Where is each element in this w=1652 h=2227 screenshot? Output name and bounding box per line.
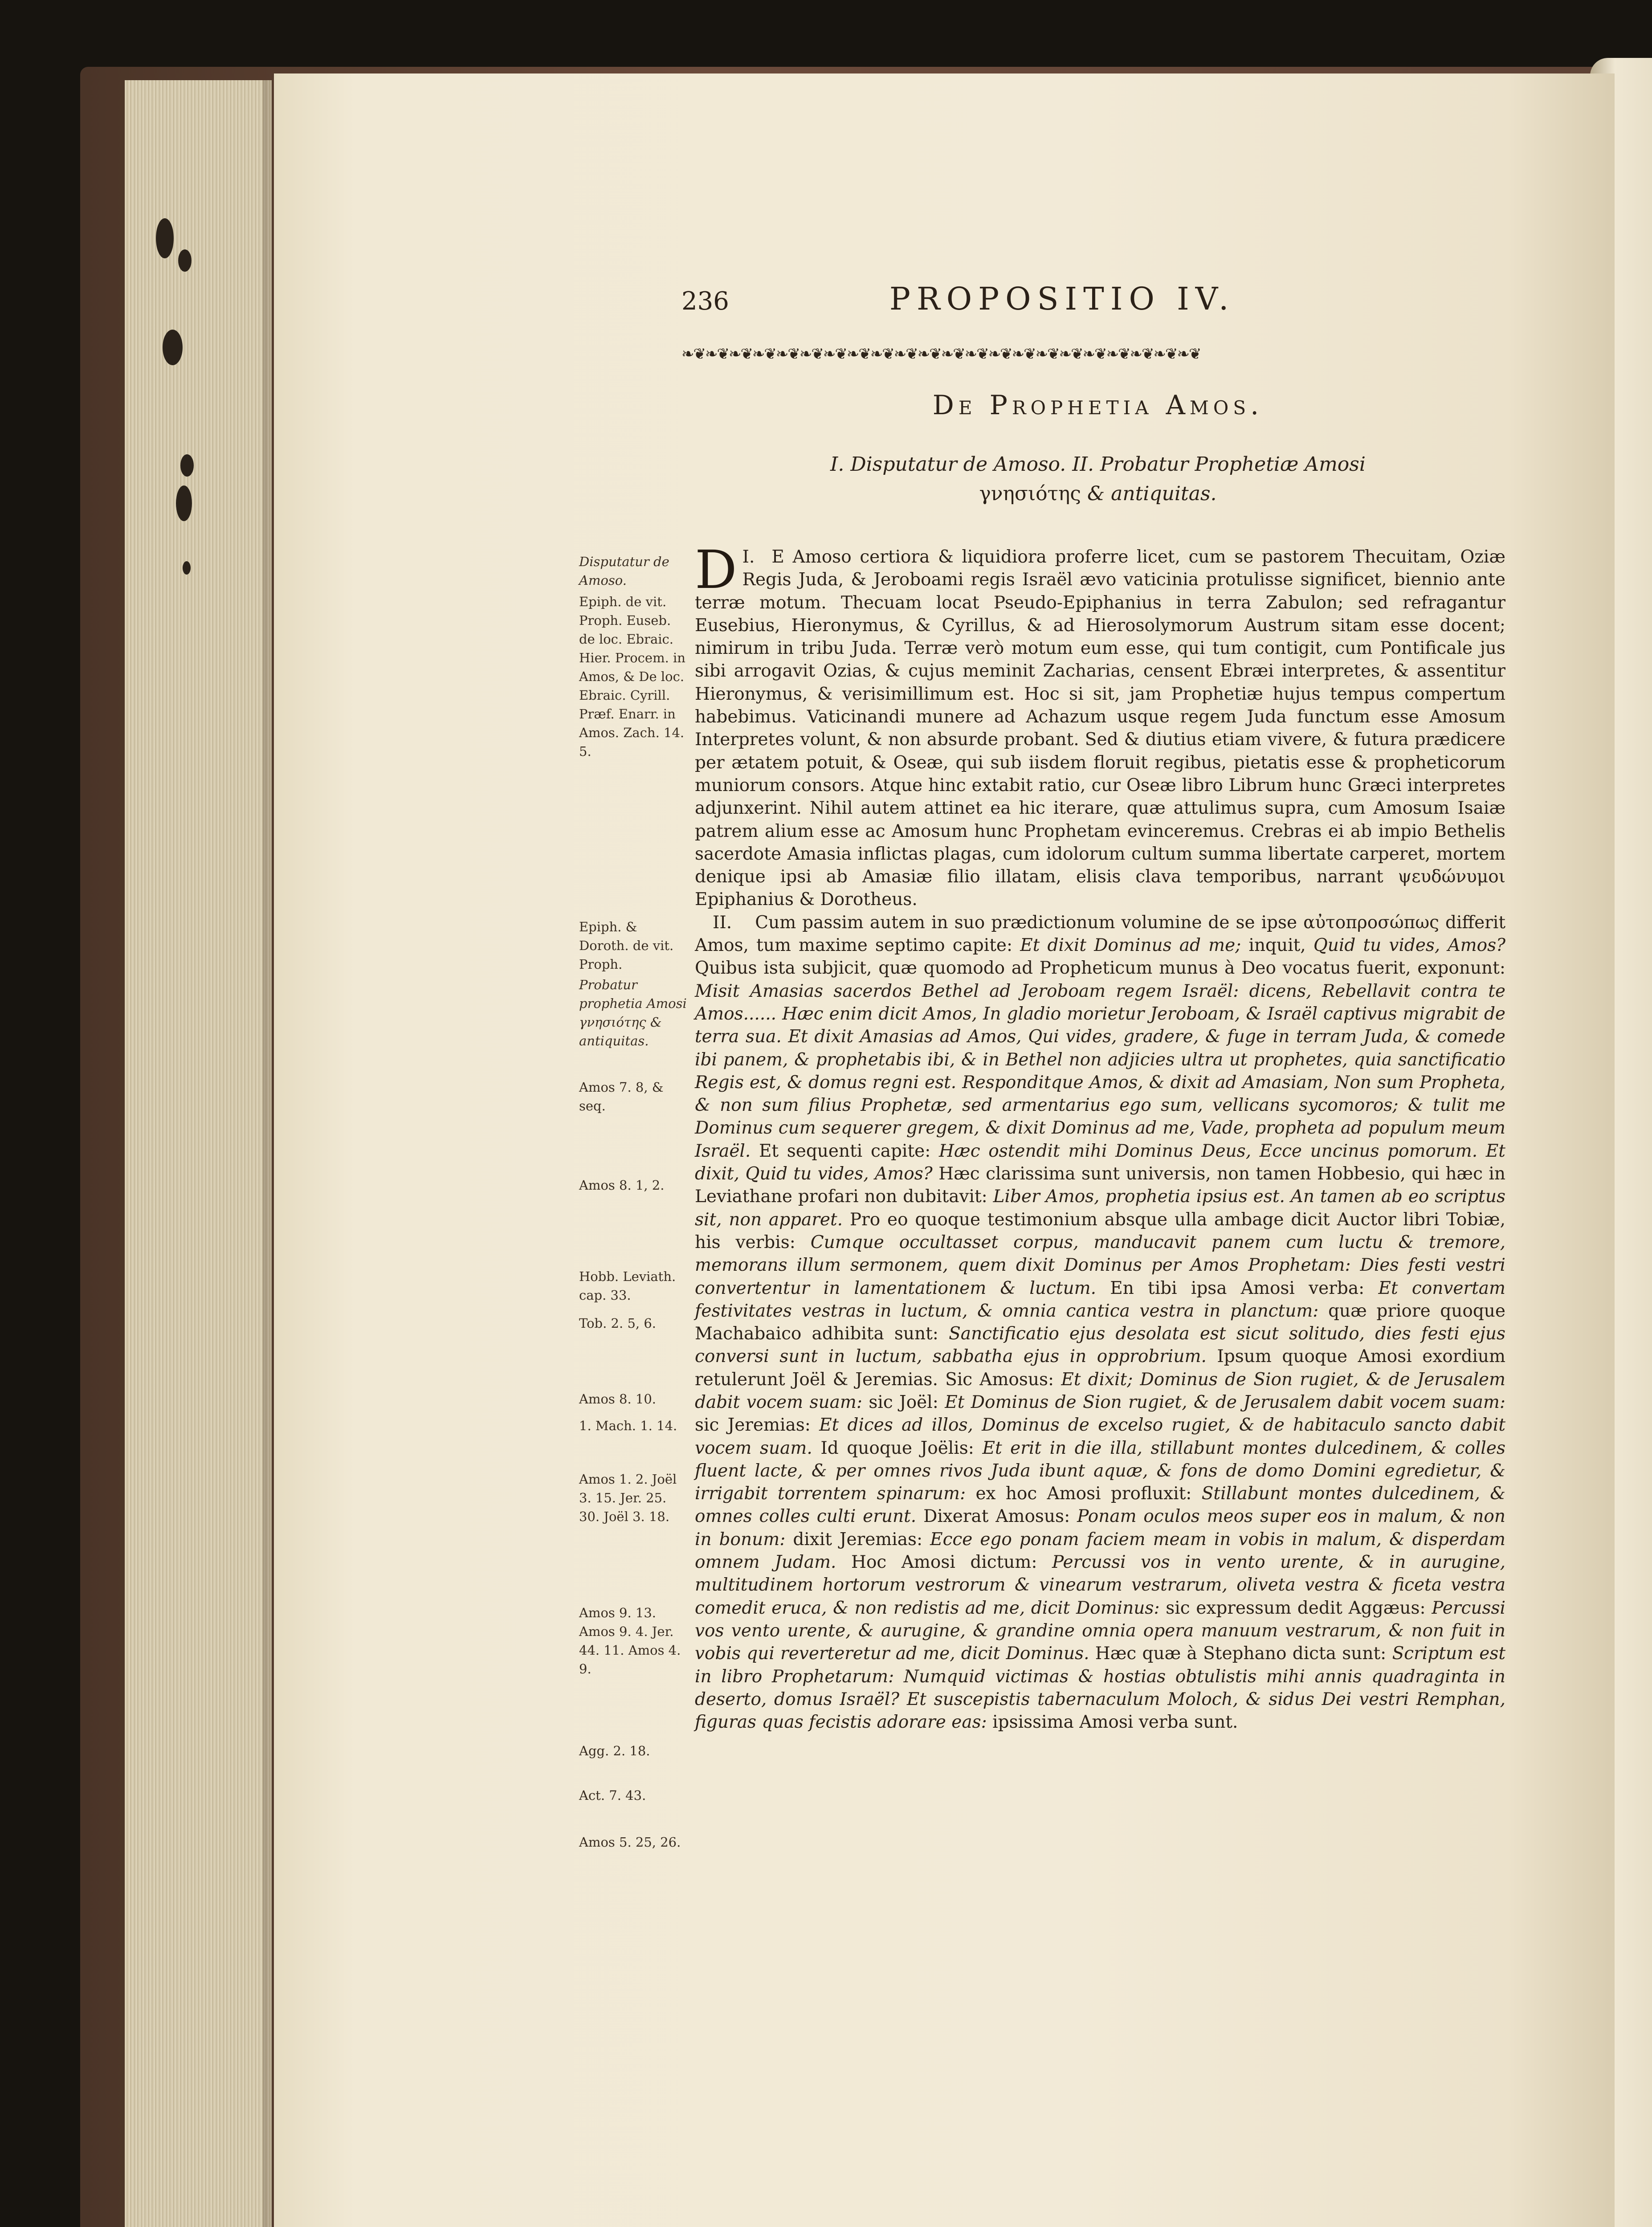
paragraph-2 (695, 911, 1505, 1734)
text-run: Pro eo quoque testimonium absque ulla ambage dicit Auctor libri Tobiæ, his verbis: (695, 1209, 1505, 1252)
quotation: Liber Amos, prophetia ipsius est. An tamen ab eo scriptus sit, non apparet. (695, 1187, 1505, 1230)
text-run: inquit, (1248, 935, 1306, 956)
decorative-ornament-band: ❧❦❧❦❧❦❧❦❧❦❧❦❧❦❧❦❧❦❧❦❧❦❧❦❧❦❧❦❧❦❧❦❧❦❧❦❧❦❧❦❧❦❧❦ (681, 345, 1201, 363)
quotation: Et convertam festivitates vestras in luctum, & omnia cantica vestra in planctum: (695, 1278, 1505, 1321)
quotation: Et dices ad illos, Dominus de excelso rugiet, & de habitaculo sancto dabit vocem suam. (695, 1415, 1505, 1458)
paragraph-text: E Amoso certiora & liquidiora proferre licet, cum se pastorem Thecuitam, Oziæ Regis Juda, & Jeroboami regis Israël ævo vaticinia protulisse significet, biennio ante terræ motum. Thecuam locat Pseudo-Epiphanius in terra Zabulon; sed refragantur Eusebius, Hieronymus, & Cyrillus, & ad Hierosolymorum Austrum sitam esse docent; nimirum in tribu Juda. Terræ verò motum eum esse, qui tum contigit, cum Pontificale jus sibi arrogavit Ozias, & cujus meminit Zacharias, censent Ebræi interpretes, & assentitur Hieronymus, & verisimillimum est. Hoc si sit, jam Prophetiæ hujus tempus compertum habebimus. Vaticinandi munere ad Achazum usque regem Juda functum esse Amosum Interpretes volunt, & non absurde probant. Sed & diutius etiam vivere, & futura prædicere per ætatem potuit, & Oseæ, qui sub iisdem floruit regibus, pietatis esse & propheticorum muniorum consors. Atque hinc extabit ratio, cur Oseæ libro Librum hunc Græci interpretes adjunxerint. Nihil autem attinet ea hic iterare, quæ attulimus supra, cum Amosum Isaiæ patrem alium esse ac Amosum hunc Prophetam evinceremus. Crebras ei ab impio Bethelis sacerdote Amasia inflictas plagas, cum idolorum cultum summa libertate carperet, mortem denique ipsi ab Amasiæ filio illatam, elisis clava temporibus, narrant ψευδώνυμοι Epiphanius & Dorotheus. (695, 547, 1505, 910)
quotation: Quid tu vides, Amos? (1313, 935, 1505, 956)
margin-note: Amos 5. 25, 26. (579, 1835, 681, 1850)
margin-note: Epiph. & Doroth. de vit. Proph. (579, 919, 674, 972)
text-run: Hoc Amosi dictum: (851, 1552, 1037, 1573)
ink-stain (178, 249, 192, 272)
paragraph-1 (695, 539, 1505, 911)
drop-cap: D (695, 539, 737, 600)
quotation: Sanctificatio ejus desolata est sicut solitudo, dies festi ejus conversi sunt in luctum, sabbatha ejus in opprobrium. (695, 1324, 1506, 1367)
margin-note: Amos 8. 10. (579, 1391, 657, 1407)
paragraph-number: II. (713, 912, 732, 933)
text-run: Quibus ista subjicit, quæ quomodo ad Propheticum munus à Deo vocatus fuerit, exponunt: (695, 958, 1505, 979)
margin-note: Agg. 2. 18. (579, 1743, 650, 1758)
text-run: ex hoc Amosi profluxit: (975, 1484, 1192, 1504)
margin-note: 1. Mach. 1. 14. (579, 1418, 677, 1433)
margin-note: Act. 7. 43. (579, 1788, 646, 1803)
text-run: Cum passim autem in suo prædictionum volumine de se ipse αὐτοπροσώπως differit Amos, tum maxime septimo capite: (695, 912, 1505, 956)
margin-note: Disputatur de Amoso. (579, 554, 669, 588)
quotation: Hæc ostendit mihi Dominus Deus, Ecce uncinus pomorum. Et dixit, Quid tu vides, Amos? (695, 1141, 1505, 1184)
margin-note: Tob. 2. 5, 6. (579, 1316, 656, 1331)
running-title: PROPOSITIO IV. (889, 281, 1235, 317)
quotation: Cumque occultasset corpus, manducavit panem cum luctu & tremore, memorans illum sermonem, quem dixit Dominus per Amos Prophetam: Dies festi vestri convertentur in lamentationem & luctum. (695, 1232, 1505, 1298)
body-text (695, 539, 1506, 1733)
margin-note: Hobb. Leviath. cap. 33. (579, 1269, 676, 1303)
quotation: Et dixit; Dominus de Sion rugiet, & de Jerusalem dabit vocem suam: (695, 1369, 1505, 1412)
margin-note: Amos 8. 1, 2. (579, 1178, 665, 1193)
text-run: ipsissima Amosi verba sunt. (992, 1712, 1238, 1733)
text-run: quæ priore quoque Machabaico adhibita sunt: (695, 1301, 1506, 1344)
quotation: Misit Amasias sacerdos Bethel ad Jeroboam regem Israël: dicens, Rebellavit contra te Amos...... Hæc enim dicit Amos, In gladio morietur Jeroboam, & Israël captivus migrabit de terra sua. Et dixit Amasias ad Amos, Qui vides, gradere, & fuge in terram Juda, & comede ibi panem, & prophetabis ibi, & in Bethel non adjicies ultra ut prophetes, quia sanctificatio Regis est, & domus regni est. Responditque Amos, & dixit ad Amasiam, Non sum Propheta, & non sum filius Prophetæ, sed armentarius ego sum, vellicans sycomoros; & tulit me Dominus cum sequerer gregem, & dixit Dominus ad me, Vade, propheta ad populum meum Israël. (695, 981, 1505, 1161)
summary-line-1: I. Disputatur de Amoso. II. Probatur Prophetiæ Amosi (830, 453, 1366, 476)
text-run: En tibi ipsa Amosi verba: (1110, 1278, 1365, 1298)
text-run: sic Joël: (869, 1392, 938, 1412)
summary-greek: γνησιότης (979, 482, 1081, 505)
ink-stain (183, 561, 191, 575)
ink-stain (176, 485, 192, 521)
quotation: Scriptum est in libro Prophetarum: Numquid victimas & hostias obtulistis mihi annis quadraginta in deserto, domus Israël? Et suscepistis tabernaculum Moloch, & sidus Dei vestri Remphan, figuras quas fecistis adorare eas: (695, 1644, 1506, 1733)
quotation: Percussi vos vento urente, & aurugine, & grandine omnia opera manuum vestrarum, & non fuit in vobis qui reverteretur ad me, dicit Dominus. (695, 1598, 1505, 1664)
text-run: dixit Jeremias: (793, 1529, 923, 1550)
page-header (681, 281, 1514, 321)
section-summary (730, 450, 1465, 509)
quotation: Stillabunt montes dulcedinem, & omnes colles culti erunt. (695, 1484, 1506, 1527)
quotation: Ponam oculos meos super eos in malum, & non in bonum: (695, 1506, 1505, 1550)
text-run: Dixerat Amosus: (923, 1506, 1070, 1527)
text-run: Id quoque Joëlis: (820, 1438, 974, 1458)
summary-line-2 (730, 479, 1465, 509)
paragraph-number: I. (742, 547, 755, 567)
margin-note: Amos 1. 2. Joël 3. 15. Jer. 25. 30. Joël 3. 18. (579, 1472, 677, 1524)
page-edges (125, 80, 272, 2227)
text-run: Hæc clarissima sunt universis, non tamen Hobbesio, qui hæc in Leviathane profari non dubitavit: (695, 1164, 1505, 1207)
margin-note: Amos 9. 13. Amos 9. 4. Jer. 44. 11. Amos 4. 9. (579, 1605, 681, 1676)
ink-stain (163, 330, 183, 365)
margin-note: Amos 7. 8, & seq. (579, 1080, 664, 1114)
quotation: Et erit in die illa, stillabunt montes dulcedinem, & colles fluent lacte, & per omnes rivos Juda ibunt aquæ, & fons de domo Domini egredietur, & irrigabit torrentem spinarum: (695, 1438, 1505, 1504)
text-run: Et sequenti capite: (759, 1141, 931, 1161)
text-run: sic expressum dedit Aggæus: (1166, 1598, 1426, 1618)
quotation: Et dixit Dominus ad me; (1020, 935, 1241, 956)
text-run: Hæc quæ à Stephano dicta sunt: (1095, 1644, 1387, 1664)
summary-rest: & antiquitas. (1087, 482, 1217, 505)
quotation: Et Dominus de Sion rugiet, & de Jerusalem dabit vocem suam: (945, 1392, 1505, 1412)
quotation: Ecce ego ponam faciem meam in vobis in malum, & disperdam omnem Judam. (695, 1529, 1506, 1573)
quotation: Percussi vos in vento urente, & in aurugine, multitudinem hortorum vestrorum & vinearum vestrarum, oliveta vestra & ficeta vestra comedit eruca, & non redistis ad me, dicit Dominus: (695, 1552, 1505, 1618)
page-number: 236 (681, 287, 729, 316)
text-run: sic Jeremias: (695, 1415, 811, 1436)
margin-note: Epiph. de vit. Proph. Euseb. de loc. Ebraic. Hier. Procem. in Amos, & De loc. Ebraic. Cyrill. Præf. Enarr. in Amos. Zach. 14. 5. (579, 594, 685, 759)
section-title: De Prophetia Amos. (932, 390, 1264, 421)
ink-stain (156, 218, 174, 258)
text-run: Ipsum quoque Amosi exordium retulerunt Joël & Jeremias. Sic Amosus: (695, 1346, 1506, 1390)
ink-stain (180, 454, 194, 477)
margin-note: Probatur prophetia Amosi γνησιότης & antiquitas. (579, 977, 687, 1048)
